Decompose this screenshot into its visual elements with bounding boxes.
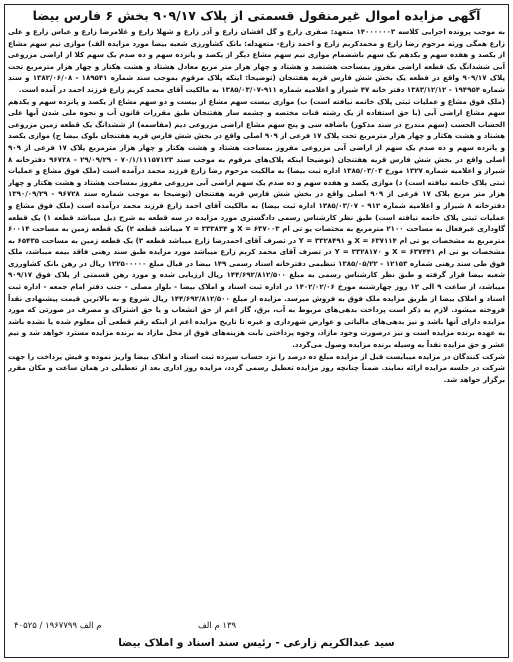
- notice-paragraph: (ملک فوق مشاع و عملیات ثبتی پلاک خاتمه نیافته است) ب) موازی بیست سهم مشاع از بیست و دو سهم مشاع از یکصد و پانزده سهم و یکدهم سهم مشاع اراضی آبی (با حق استفاده از یک رشته قنات مختصه و چشمه سار هفتنجان طبق مقررات قانون آب و نحوه ملی شدن آبها علی الحساب الحسب (سهم مندرج در سند مذکور) باضافه سی و پنج سهم مشاع اراضی مزروعی دیم (مقاسمه) از ششدانگ یک قطعه زمین مزروعی هشتاد و هشت هکتار و چهار هزار مترمربع تحت پلاک ۱۷ فرعی از ۹۰۹ اصلی واقع در بخش شش فارس قریه هفتنجان بلوک بیضا ج) موازی یکصد و پانزده سهم و ده صدم یک سهم از اراضی آبی مزروعی مفروز بمساحت هشتاد و هشت هکتار و چهار هزار مترمربع پلاک ۱۷ فرعی از ۹۰۹ اصلی واقع در بخش شش فارس قریه هفتنجان (توضیحا اینکه پلاک‌های مرقوم به موجب سند ۷۰/۱/۱۱۱۵۷۱۲۳ - ۲۹/۰۹/۲۹ - ۹۶۷۲۸ دفترخانه ۸ شیراز و اعلامیه شماره ۱۳۲۷ مورخ ۱۳۸۵/۰۳/۰۳ اداره ثبت بیضا) به مالکیت مرحوم رضا زارع فرزند محمد درآمده است (ملک فوق مشاع و عملیات ثبتی پلاک خاتمه نیافته است) د) موازی یکصد و هفده سهم و ده صدم یک سهم اراضی آبی مزروعی مفروز بمساحت هشتاد و هشت هکتار و چهار هزار متر مربع پلاک ۱۷ فرعی از ۹۰۹ اصلی واقع در بخش شش فارس قریه هفتنجان (توضیحا به موجب شماره سند ۹۶۷۲۸ - ۱۳۹۰/۰۹/۲۹ دفترخانه ۸ شیراز و اعلامیه شماره ۹۱۲ - ۱۳۸۵/۰۳/۰۷ اداره ثبت بیضا) به مالکیت آقای احمد زارع فرزند محمد درآمده است (ملک فوق مشاع و عملیات ثبتی پلاک خاتمه نیافته است) طبق نظر کارشناس رسمی دادگستری مورد مزایده در سه قطعه به شرح ذیل میباشد قطعه ۱) یک قطعه گاوداری غیرفعال به مساحت ۲۱۰۰ مترمربع به مختصات یو تی ام ۶۳۷۰۰۳ = X و ۳۳۳۸۳۴ = Y میباشد قطعه ۲) یک قطعه زمین به مساحت ۶۰۰۱۴ مترمربع به مشخصات یو تی ام ۶۳۷۱۱۴ = X و ۳۳۲۸۴۹۱ = Y در تصرف آقای احمدرضا زارع میباشد قطعه ۳) یک قطعه زمین به مساحت ۶۵۴۳۵ به مشخصات یو تی ام ۶۳۷۴۴۱ = X و ۳۳۲۸۱۷۰ = Y در تصرف آقای محمد کریم زارع میباشد مورد مزایده طبق سند رهنی فاقد بیمه میباشد، ملک فوق طی سند رهنی شماره ۱۲۱۵۳ - ۱۳۸۵/۰۵/۲۲ تنظیمی دفترخانه اسناد رسمی ۱۴۹ بیضا در قبال مبلغ ۱۲۲۵۰۰۰۰۰ ریال در رهن بانک کشاورزی شعبه بیضا قرار گرفته و طبق نظر کارشناس رسمی به مبلغ ۱۴۴/۶۹۲/۸۱۲/۵۰۰ ریال ارزیابی شده و مورد رهن قسمتی از پلاک فوق ۹۰۹/۱۷ میباشد، از ساعت ۹ الی ۱۲ روز چهارشنبه مورخ ۱۴۰۲/۰۲/۰۶ در اداره ثبت اسناد و املاک بیضا - بلوار مصلی - جنب دفتر امام جمعه - اداره ثبت اسناد و املاک بیضا از طریق مزایده ملک فوق به فروش میرسد. مزایده از مبلغ ۱۴۴/۶۹۲/۸۱۲/۵۰۰ ریال شروع و به بالاترین قیمت پیشنهادی نقداً فروخته میشود. لازم به ذکر است پرداخت بدهی‌های مربوط به آب، برق، گاز اعم از حق انشعاب و یا حق اشتراک و مصرف در صورتی که مورد مزایده دارای آنها باشد و نیز بدهی‌های مالیاتی و عوارض شهرداری و غیره تا تاریخ مزایده اعم از اینکه رقم قطعی آن معلوم شده یا نشده باشد به عهده برنده مزایده است و نیز درصورت وجود مازاد، وجوه پرداختی بابت هزینه‌های فوق از محل مازاد به برنده مزایده مسترد خواهد شد و نیم عشر و حق مزایده نقداً به وسیله برنده مزایده وصول می‌گردد.: [8, 96, 505, 350]
- notice-ref-number: م الف ۱۹۶۷۷۹۹ / ۴۰۵۲۵: [14, 621, 102, 631]
- notice-signature: سید عبدالکریم زارعی - رئیس سند اسناد و املاک بیضا: [118, 637, 395, 649]
- notice-paragraph: به موجب پرونده اجرایی کلاسه ۱۴۰۰۰۰۰۰۳ متعهد: صفری زارع و گل افشان زارع و آذر زارع و شهلا زارع و غلامرضا زارع و عباس زارع و علی زارع همگی ورثه مرحوم رضا زارع و محمدکریم زارع و احمد زارع- متعهدله: بانک کشاورزی شعبه بیضا مورد مزایده الف) موازی نیم سهم مشاع از یکصد و هفده سهم و یکدهم یک سهم باشضمام موازی نیم سهم مشاع دیگر از یکصد و پانزده سهم و ده صدم یک سهم کلا از اراضی مزروعی آبی ششدانگ یک قطعه اراضی مفروز بمساحت هشتصد و هشتاد و چهار هزار متر مربع معادل هشتاد و هشت هکتار و چهار هزار مترمربع تحت پلاک ۹۰۹/۱۷ واقع در قطعه یک بخش شش فارس قریه هفتنجان (توضیحا: اینکه پلاک مرقوم بموجب سند شماره ۱۸۹۵۴۱ - ۱۳۸۲/۰۶/۰۸ و سند شماره ۱۹۴۹۵۴ - ۱۳۸۳/۱۲/۱۲ دفتر خانه ۴۷ شیراز و اعلامیه شماره ۹۱۱-۱۳۸۵/۰۳/۰۷ به مالکیت آقای محمد کریم زارع فرزند احمد در آمده است.: [8, 27, 505, 94]
- notice-reference-line: [8, 619, 505, 633]
- notice-ref-date: ۱۳۹ م الف: [198, 621, 237, 631]
- notice-paragraph: شرکت کنندگان در مزایده میبایست قبل از مزایده مبلغ ده درصد را نزد حساب سپرده ثبت اسناد و املاک بیضا واریز نموده و فیش پرداخت را جهت شرکت در جلسه مزایده ارائه نمایند. ضمناً چنانچه روز مزایده تعطیل رسمی گردد، مزایده روز اداری بعد از تعطیلی در همان ساعت و مکان مقرر برگزار خواهد شد.: [8, 351, 505, 384]
- notice-title: آگهی مزایده اموال غیرمنقول قسمتی از پلاک ۹۰۹/۱۷ بخش ۶ فارس بیضا: [32, 8, 481, 23]
- auction-notice: [4, 4, 509, 658]
- notice-body: [8, 26, 505, 622]
